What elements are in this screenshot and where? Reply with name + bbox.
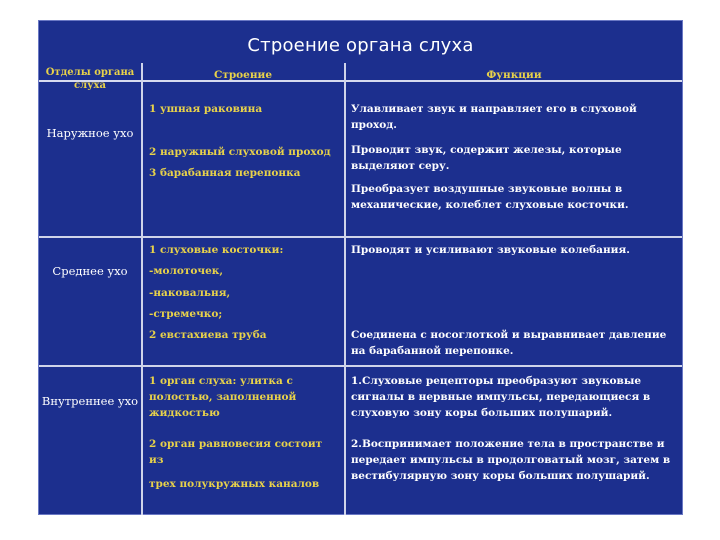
structure-item: 2 орган равновесия состоит из [149,438,323,466]
structure-item: -стремечко; [149,308,223,320]
column-divider [141,63,143,515]
section-outer-ear: Наружное ухо [46,126,134,140]
function-item: Улавливает звук и направляет его в слуховой проход. [351,103,637,131]
slide-title: Строение органа слуха [247,35,474,56]
header-sections: Отделы органа слуха [45,67,135,91]
structure-item: -наковальня, [149,287,231,299]
function-item: 1.Слуховые рецепторы преобразуют звуковые сигналы в нервные импульсы, передающиеся в слуховую зону коры больших полушарий. [351,375,651,419]
row-divider [39,365,682,367]
header-functions: Функции [486,69,542,81]
function-item: Проводит звук, содержит железы, которые выделяют серу. [351,144,622,172]
function-item: Соединена с носоглоткой и выравнивает давление на барабанной перепонке. [351,329,667,357]
section-inner-ear: Внутреннее ухо [41,394,139,408]
row-divider [39,236,682,238]
structure-item: 2 наружный слуховой проход [149,146,331,158]
column-divider [344,63,346,515]
structure-item: 1 ушная раковина [149,103,263,115]
structure-item: 1 слуховые косточки: [149,244,284,256]
function-item: Преобразует воздушные звуковые волны в механические, колеблет слуховые косточки. [351,183,629,211]
header-structure: Строение [213,69,273,81]
slide [38,20,683,515]
structure-item: 2 евстахиева труба [149,329,267,341]
structure-item: 3 барабанная перепонка [149,167,301,179]
section-middle-ear: Среднее ухо [52,264,128,278]
function-item: 2.Воспринимает положение тела в пространстве и передает импульсы в продолговатый мозг, затем в вестибулярную зону коры больших полушарий. [351,438,671,482]
structure-item: 1 орган слуха: улитка с полостью, заполненной жидкостью [149,375,297,419]
structure-item: трех полукружных каналов [149,478,320,490]
structure-item: -молоточек, [149,265,224,277]
function-item: Проводят и усиливают звуковые колебания. [351,244,630,256]
